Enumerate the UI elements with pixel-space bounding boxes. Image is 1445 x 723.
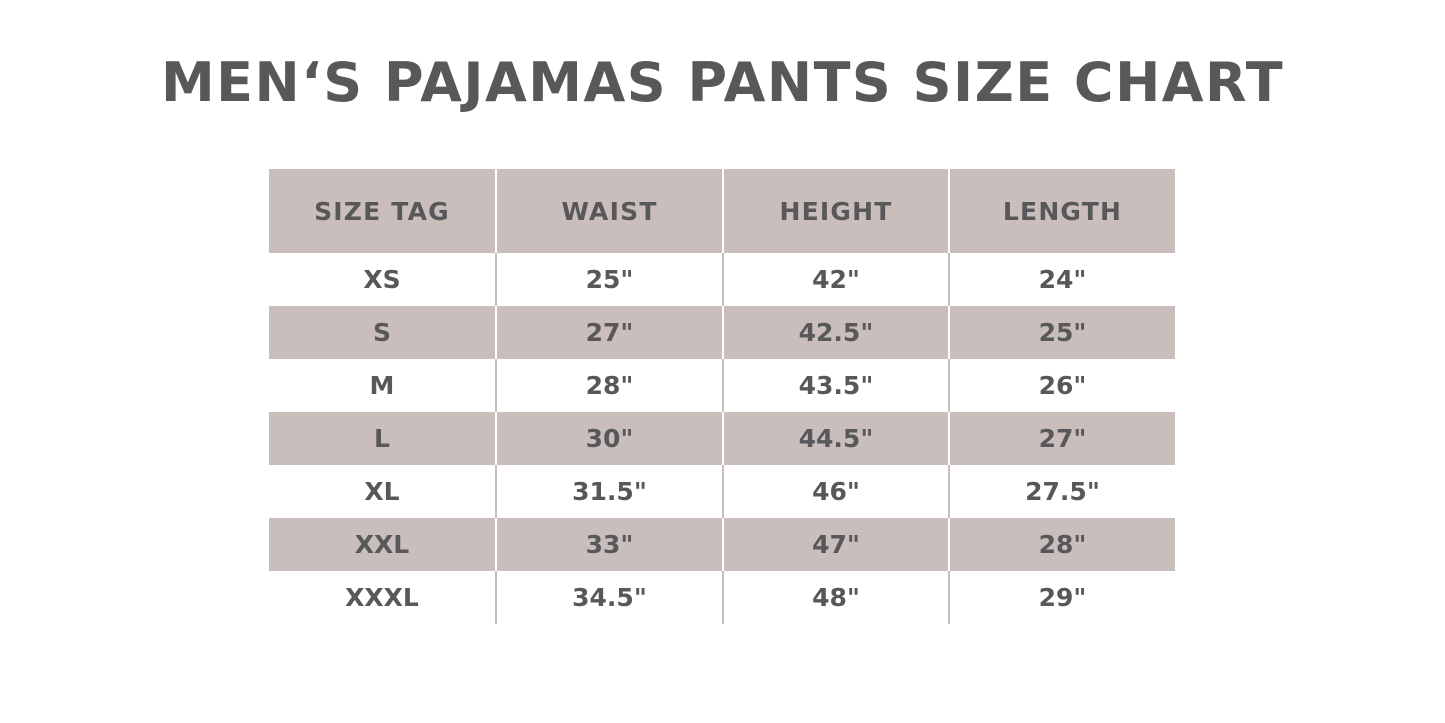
table-body — [269, 253, 1175, 624]
column-header-waist: WAIST — [496, 169, 723, 253]
cell-size-tag: S — [269, 306, 496, 359]
column-header-length: LENGTH — [949, 169, 1175, 253]
cell-height: 46" — [723, 465, 949, 518]
cell-height: 44.5" — [723, 412, 949, 465]
cell-waist: 25" — [496, 253, 723, 306]
cell-height: 48" — [723, 571, 949, 624]
table-row — [269, 306, 1175, 359]
cell-waist: 31.5" — [496, 465, 723, 518]
cell-waist: 27" — [496, 306, 723, 359]
cell-waist: 28" — [496, 359, 723, 412]
table-row — [269, 518, 1175, 571]
cell-waist: 30" — [496, 412, 723, 465]
cell-length: 25" — [949, 306, 1175, 359]
cell-length: 28" — [949, 518, 1175, 571]
cell-length: 27" — [949, 412, 1175, 465]
column-header-size-tag: SIZE TAG — [269, 169, 496, 253]
page-title: MEN‘S PAJAMAS PANTS SIZE CHART — [160, 51, 1285, 114]
table-row — [269, 359, 1175, 412]
cell-length: 27.5" — [949, 465, 1175, 518]
cell-height: 47" — [723, 518, 949, 571]
column-header-height: HEIGHT — [723, 169, 949, 253]
cell-length: 24" — [949, 253, 1175, 306]
table-row — [269, 465, 1175, 518]
cell-length: 26" — [949, 359, 1175, 412]
size-chart-table — [269, 169, 1175, 624]
cell-height: 42" — [723, 253, 949, 306]
table-header — [269, 169, 1175, 253]
cell-waist: 33" — [496, 518, 723, 571]
cell-length: 29" — [949, 571, 1175, 624]
table-row — [269, 253, 1175, 306]
cell-height: 42.5" — [723, 306, 949, 359]
cell-size-tag: L — [269, 412, 496, 465]
table-row — [269, 571, 1175, 624]
cell-size-tag: M — [269, 359, 496, 412]
table-row — [269, 412, 1175, 465]
table-header-row — [269, 169, 1175, 253]
cell-size-tag: XL — [269, 465, 496, 518]
cell-size-tag: XS — [269, 253, 496, 306]
size-chart-table-wrapper — [269, 169, 1175, 624]
cell-size-tag: XXL — [269, 518, 496, 571]
cell-size-tag: XXXL — [269, 571, 496, 624]
cell-height: 43.5" — [723, 359, 949, 412]
cell-waist: 34.5" — [496, 571, 723, 624]
